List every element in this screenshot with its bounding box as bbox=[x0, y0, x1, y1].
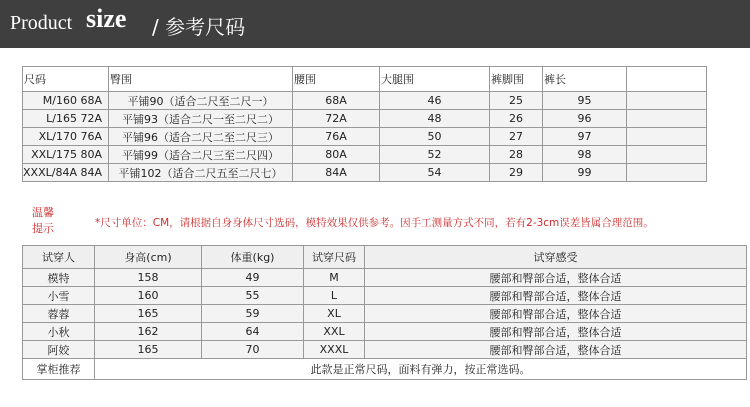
cell: L bbox=[304, 287, 365, 305]
recommend-row bbox=[23, 359, 747, 380]
cell bbox=[626, 164, 706, 182]
col-hem: 裤脚围 bbox=[489, 67, 542, 92]
col-weight: 体重(kg) bbox=[202, 246, 304, 269]
cell: 46 bbox=[379, 92, 489, 110]
cell: 96 bbox=[542, 110, 626, 128]
cell: 腰部和臀部合适，整体合适 bbox=[365, 341, 747, 359]
col-length: 裤长 bbox=[542, 67, 626, 92]
cell: 平铺90（适合二尺至二尺一） bbox=[108, 92, 292, 110]
cell: M/160 68A bbox=[23, 92, 109, 110]
header-title: / 参考尺码 bbox=[152, 15, 246, 39]
cell: 阿姣 bbox=[23, 341, 95, 359]
cell: XL/170 76A bbox=[23, 128, 109, 146]
notice-label bbox=[32, 205, 62, 237]
table-row bbox=[23, 92, 707, 110]
fit-table bbox=[22, 245, 747, 380]
cell: 28 bbox=[489, 146, 542, 164]
table-row bbox=[23, 128, 707, 146]
cell: 98 bbox=[542, 146, 626, 164]
cell: XL bbox=[304, 305, 365, 323]
cell: 68A bbox=[292, 92, 379, 110]
cell: 162 bbox=[95, 323, 202, 341]
cell: XXL bbox=[304, 323, 365, 341]
cell: 70 bbox=[202, 341, 304, 359]
cell: L/165 72A bbox=[23, 110, 109, 128]
cell: 平铺102（适合二尺五至二尺七） bbox=[108, 164, 292, 182]
recommend-text: 此款是正常尺码，面料有弹力，按正常选码。 bbox=[95, 359, 747, 380]
col-height: 身高(cm) bbox=[95, 246, 202, 269]
col-hip: 臀围 bbox=[108, 67, 292, 92]
table-row bbox=[23, 269, 747, 287]
cell bbox=[626, 92, 706, 110]
cell: 97 bbox=[542, 128, 626, 146]
cell: 49 bbox=[202, 269, 304, 287]
cell: 95 bbox=[542, 92, 626, 110]
cell: 64 bbox=[202, 323, 304, 341]
notice-text: *尺寸单位：CM，请根据自身身体尺寸选码，模特效果仅供参考。因手工测量方式不同，若有2-3cm误差皆属合理范围。 bbox=[95, 217, 654, 229]
col-blank bbox=[626, 67, 706, 92]
table-row bbox=[23, 110, 707, 128]
cell: 158 bbox=[95, 269, 202, 287]
cell: 25 bbox=[489, 92, 542, 110]
recommend-label: 掌柜推荐 bbox=[23, 359, 95, 380]
notice-label-line1: 温馨 bbox=[32, 206, 54, 219]
cell: 52 bbox=[379, 146, 489, 164]
col-size: 尺码 bbox=[23, 67, 109, 92]
notice-label-line2: 提示 bbox=[32, 222, 54, 235]
table-row bbox=[23, 287, 747, 305]
cell: 小秋 bbox=[23, 323, 95, 341]
size-table-header bbox=[23, 67, 707, 92]
cell: 48 bbox=[379, 110, 489, 128]
cell: 160 bbox=[95, 287, 202, 305]
cell: 腰部和臀部合适，整体合适 bbox=[365, 305, 747, 323]
col-person: 试穿人 bbox=[23, 246, 95, 269]
cell: 模特 bbox=[23, 269, 95, 287]
cell: 平铺96（适合二尺二至二尺三） bbox=[108, 128, 292, 146]
cell: 平铺99（适合二尺三至二尺四） bbox=[108, 146, 292, 164]
cell: 腰部和臀部合适，整体合适 bbox=[365, 323, 747, 341]
header-product: Product bbox=[10, 12, 73, 34]
fit-table-header bbox=[23, 246, 747, 269]
cell: 76A bbox=[292, 128, 379, 146]
cell: 54 bbox=[379, 164, 489, 182]
cell: 59 bbox=[202, 305, 304, 323]
cell: 99 bbox=[542, 164, 626, 182]
col-feeling: 试穿感受 bbox=[365, 246, 747, 269]
table-row bbox=[23, 164, 707, 182]
cell bbox=[626, 128, 706, 146]
cell: 平铺93（适合二尺一至二尺二） bbox=[108, 110, 292, 128]
cell: 腰部和臀部合适，整体合适 bbox=[365, 287, 747, 305]
table-row bbox=[23, 305, 747, 323]
size-table bbox=[22, 66, 707, 182]
cell bbox=[626, 110, 706, 128]
cell: M bbox=[304, 269, 365, 287]
cell: XXXL/84A 84A bbox=[23, 164, 109, 182]
col-tried-size: 试穿尺码 bbox=[304, 246, 365, 269]
header-size: size bbox=[86, 4, 127, 33]
cell: XXXL bbox=[304, 341, 365, 359]
cell: 80A bbox=[292, 146, 379, 164]
cell: 26 bbox=[489, 110, 542, 128]
page-header bbox=[0, 0, 750, 48]
cell: 55 bbox=[202, 287, 304, 305]
cell: 蓉蓉 bbox=[23, 305, 95, 323]
col-thigh: 大腿围 bbox=[379, 67, 489, 92]
table-row bbox=[23, 146, 707, 164]
col-waist: 腰围 bbox=[292, 67, 379, 92]
table-row bbox=[23, 323, 747, 341]
cell: 165 bbox=[95, 341, 202, 359]
cell: 27 bbox=[489, 128, 542, 146]
cell: 腰部和臀部合适，整体合适 bbox=[365, 269, 747, 287]
cell: 84A bbox=[292, 164, 379, 182]
cell: 50 bbox=[379, 128, 489, 146]
cell: 165 bbox=[95, 305, 202, 323]
cell: 小雪 bbox=[23, 287, 95, 305]
table-row bbox=[23, 341, 747, 359]
cell bbox=[626, 146, 706, 164]
cell: 29 bbox=[489, 164, 542, 182]
cell: XXL/175 80A bbox=[23, 146, 109, 164]
cell: 72A bbox=[292, 110, 379, 128]
